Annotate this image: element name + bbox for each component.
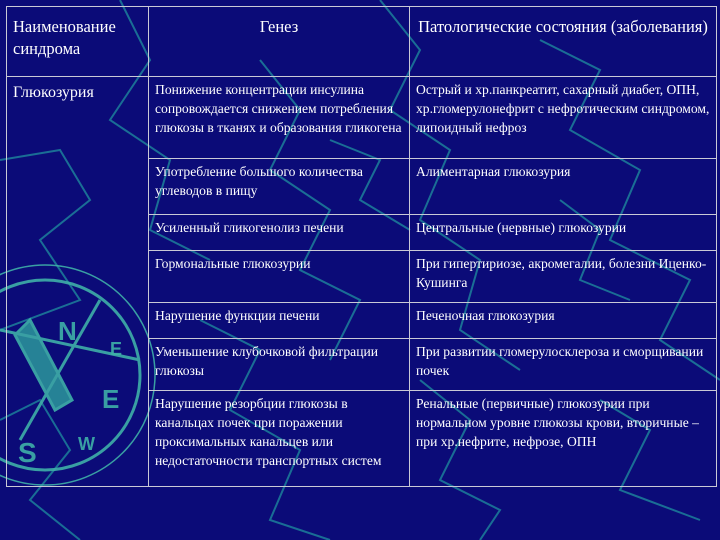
conditions-cell: Ренальные (первичные) глюкозурии при нормальном уровне глюкозы крови, вторичные – при хр.нефрите, нефрозе, ОПН — [410, 391, 717, 487]
conditions-cell: При гипертириозе, акромегалии, болезни Иценко-Кушинга — [410, 251, 717, 303]
genesis-cell: Уменьшение клубочковой фильтрации глюкозы — [149, 339, 410, 391]
table-row — [7, 77, 717, 159]
genesis-cell: Гормональные глюкозурии — [149, 251, 410, 303]
header-syndrome-name: Наименование синдрома — [7, 7, 149, 77]
syndrome-name-cell: Глюкозурия — [7, 77, 149, 487]
genesis-cell: Усиленный гликогенолиз печени — [149, 215, 410, 251]
syndrome-table — [6, 6, 717, 487]
conditions-cell: Печеночная глюкозурия — [410, 303, 717, 339]
compass-letter-e: E — [102, 384, 120, 414]
compass-letter-ne: E — [110, 339, 123, 359]
compass-letter-n: N — [58, 316, 77, 346]
conditions-cell: Острый и хр.панкреатит, сахарный диабет, ОПН, хр.гломерулонефрит с нефротическим синдромом, липоидный нефроз — [410, 77, 717, 159]
header-conditions: Патологические состояния (заболевания) — [410, 7, 717, 77]
header-row — [7, 7, 717, 77]
conditions-cell: Центральные (нервные) глюкозурии — [410, 215, 717, 251]
header-genesis: Генез — [149, 7, 410, 77]
genesis-cell: Употребление большого количества углеводов в пищу — [149, 159, 410, 215]
conditions-cell: Алиментарная глюкозурия — [410, 159, 717, 215]
genesis-cell: Нарушение резорбции глюкозы в канальцах почек при поражении проксимальных канальцев или недостаточности транспортных систем — [149, 391, 410, 487]
compass-letter-s: S — [18, 437, 37, 468]
genesis-cell: Понижение концентрации инсулина сопровождается снижением потребления глюкозы в тканях и образования гликогена — [149, 77, 410, 159]
conditions-cell: При развитии гломерулосклероза и сморщивании почек — [410, 339, 717, 391]
genesis-cell: Нарушение функции печени — [149, 303, 410, 339]
compass-letter-w: W — [78, 434, 95, 454]
